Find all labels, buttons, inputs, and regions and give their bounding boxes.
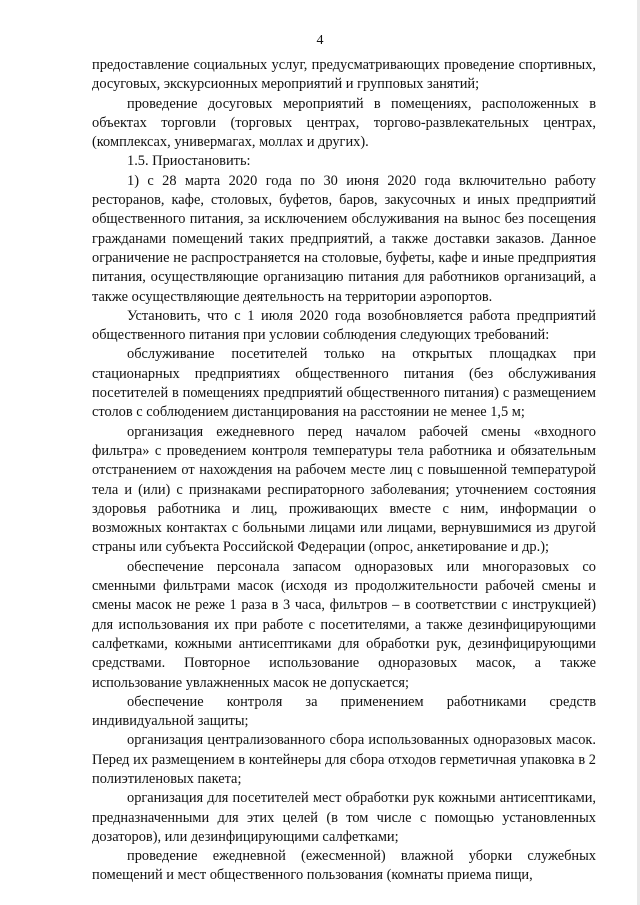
document-body	[92, 56, 596, 886]
paragraph: 1) с 28 марта 2020 года по 30 июня 2020 года включительно работу ресторанов, кафе, столовых, буфетов, баров, закусочных и иных предприятий общественного питания, за исключением обслуживания на вынос без посещения гражданами помещений таких предприятий, а также доставки заказов. Данное ограничение не распространяется на столовые, буфеты, кафе и иные предприятия питания, осуществляющие организацию питания для работников организаций, а также осуществляющие деятельность на территории аэропортов.	[92, 172, 596, 305]
paragraph: Установить, что с 1 июля 2020 года возобновляется работа предприятий общественного питания при условии соблюдения следующих требований:	[92, 307, 596, 344]
paragraph: обеспечение персонала запасом одноразовых или многоразовых со сменными фильтрами масок (исходя из продолжительности рабочей смены и смены масок не реже 1 раза в 3 часа, фильтров – в соответствии с инструкцией) для использования их при работе с посетителями, а также дезинфицирующими салфетками, кожными антисептиками для обработки рук, дезинфицирующими средствами. Повторное использование одноразовых масок, а также использование увлажненных масок не допускается;	[92, 558, 596, 691]
paragraph: организация ежедневного перед началом рабочей смены «входного фильтра» с проведением контроля температуры тела работника и обязательным отстранением от нахождения на рабочем месте лиц с повышенной температурой тела и (или) с признаками респираторного заболевания; уточнением состояния здоровья работника и лиц, проживающих вместе с ним, информации о возможных контактах с больными лицами или лицами, вернувшимися из другой страны или субъекта Российской Федерации (опрос, анкетирование и др.);	[92, 423, 596, 556]
paragraph: обслуживание посетителей только на открытых площадках при стационарных предприятиях общественного питания (без обслуживания посетителей в помещениях предприятий общественного питания) с размещением столов с соблюдением дистанцирования на расстоянии не менее 1,5 м;	[92, 346, 596, 421]
page-number: 4	[316, 33, 324, 48]
paragraph: предоставление социальных услуг, предусматривающих проведение спортивных, досуговых, экскурсионных мероприятий и групповых занятий;	[92, 57, 596, 93]
paragraph: организация централизованного сбора использованных одноразовых масок. Перед их размещением в контейнеры для сбора отходов герметичная упаковка в 2 полиэтиленовых пакета;	[92, 732, 596, 787]
paragraph: 1.5. Приостановить:	[127, 153, 251, 170]
paragraph: проведение ежедневной (ежесменной) влажной уборки служебных помещений и мест общественного пользования (комнаты приема пищи,	[92, 848, 596, 884]
paragraph: проведение досуговых мероприятий в помещениях, расположенных в объектах торговли (торговых центрах, торгово-развлекательных центрах, (комплексах, универмагах, моллах и других).	[92, 95, 596, 151]
paragraph: организация для посетителей мест обработки рук кожными антисептиками, предназначенными для этих целей (в том числе с помощью установленных дозаторов), или дезинфицирующими салфетками;	[92, 790, 596, 845]
paragraph: обеспечение контроля за применением работниками средств индивидуальной защиты;	[92, 693, 596, 730]
